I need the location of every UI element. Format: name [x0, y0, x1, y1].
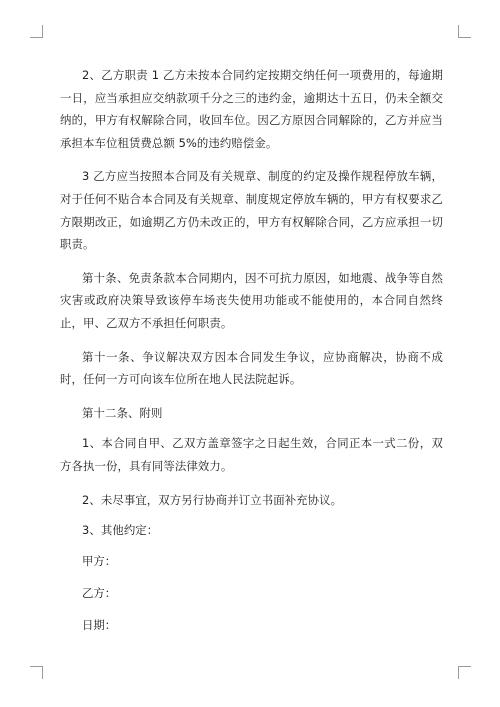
- page-corner-mark-top-right: [458, 25, 471, 38]
- signature-party-a: 甲方：: [82, 553, 117, 568]
- article-11-dispute-resolution: 第十一条、争议解决双方因本合同发生争议，应协商解决，协商不成时，任何一方可向该车位所在地人民法院起诉。: [60, 349, 443, 387]
- page-corner-mark-bottom-left: [30, 666, 43, 679]
- supplementary-item-2: 2、未尽事宜，双方另行协商并订立书面补充协议。: [82, 492, 343, 507]
- document-body: [60, 64, 443, 646]
- clause-party-b-parking-rules: 3 乙方应当按照本合同及有关规章、制度的约定及操作规程停放车辆，对于任何不贴合本合同及有关规章、制度规定停放车辆的，甲方有权要求乙方限期改正，如逾期乙方仍未改正的，甲方有权解除合同，乙方应承担一切职责。: [60, 169, 443, 252]
- supplementary-item-3: 3、其他约定：: [82, 523, 159, 538]
- article-12-heading: 第十二条、附则: [82, 405, 163, 420]
- supplementary-item-1: 1、本合同自甲、乙双方盖章签字之日起生效，合同正本一式二份，双方各执一份，具有同等法律效力。: [60, 436, 443, 473]
- clause-party-b-payment-liability: 2、乙方职责 1 乙方未按本合同约定按期交纳任何一项费用的，每逾期一日，应当承担应交纳款项千分之三的违约金，逾期达十五日，仍未全额交纳的，甲方有权解除合同，收回车位。因乙方原因合同解除的，乙方并应当承担本车位租赁费总额 5%的违约赔偿金。: [60, 68, 443, 150]
- signature-date: 日期：: [82, 617, 117, 632]
- page-corner-mark-bottom-right: [458, 666, 471, 679]
- article-10-exemption: 第十条、免责条款本合同期内，因不可抗力原因，如地震、战争等自然灾害或政府决策导致该停车场丧失使用功能或不能使用的，本合同自然终止，甲、乙双方不承担任何职责。: [60, 270, 443, 330]
- page-corner-mark-top-left: [30, 25, 43, 38]
- signature-party-b: 乙方：: [82, 585, 117, 600]
